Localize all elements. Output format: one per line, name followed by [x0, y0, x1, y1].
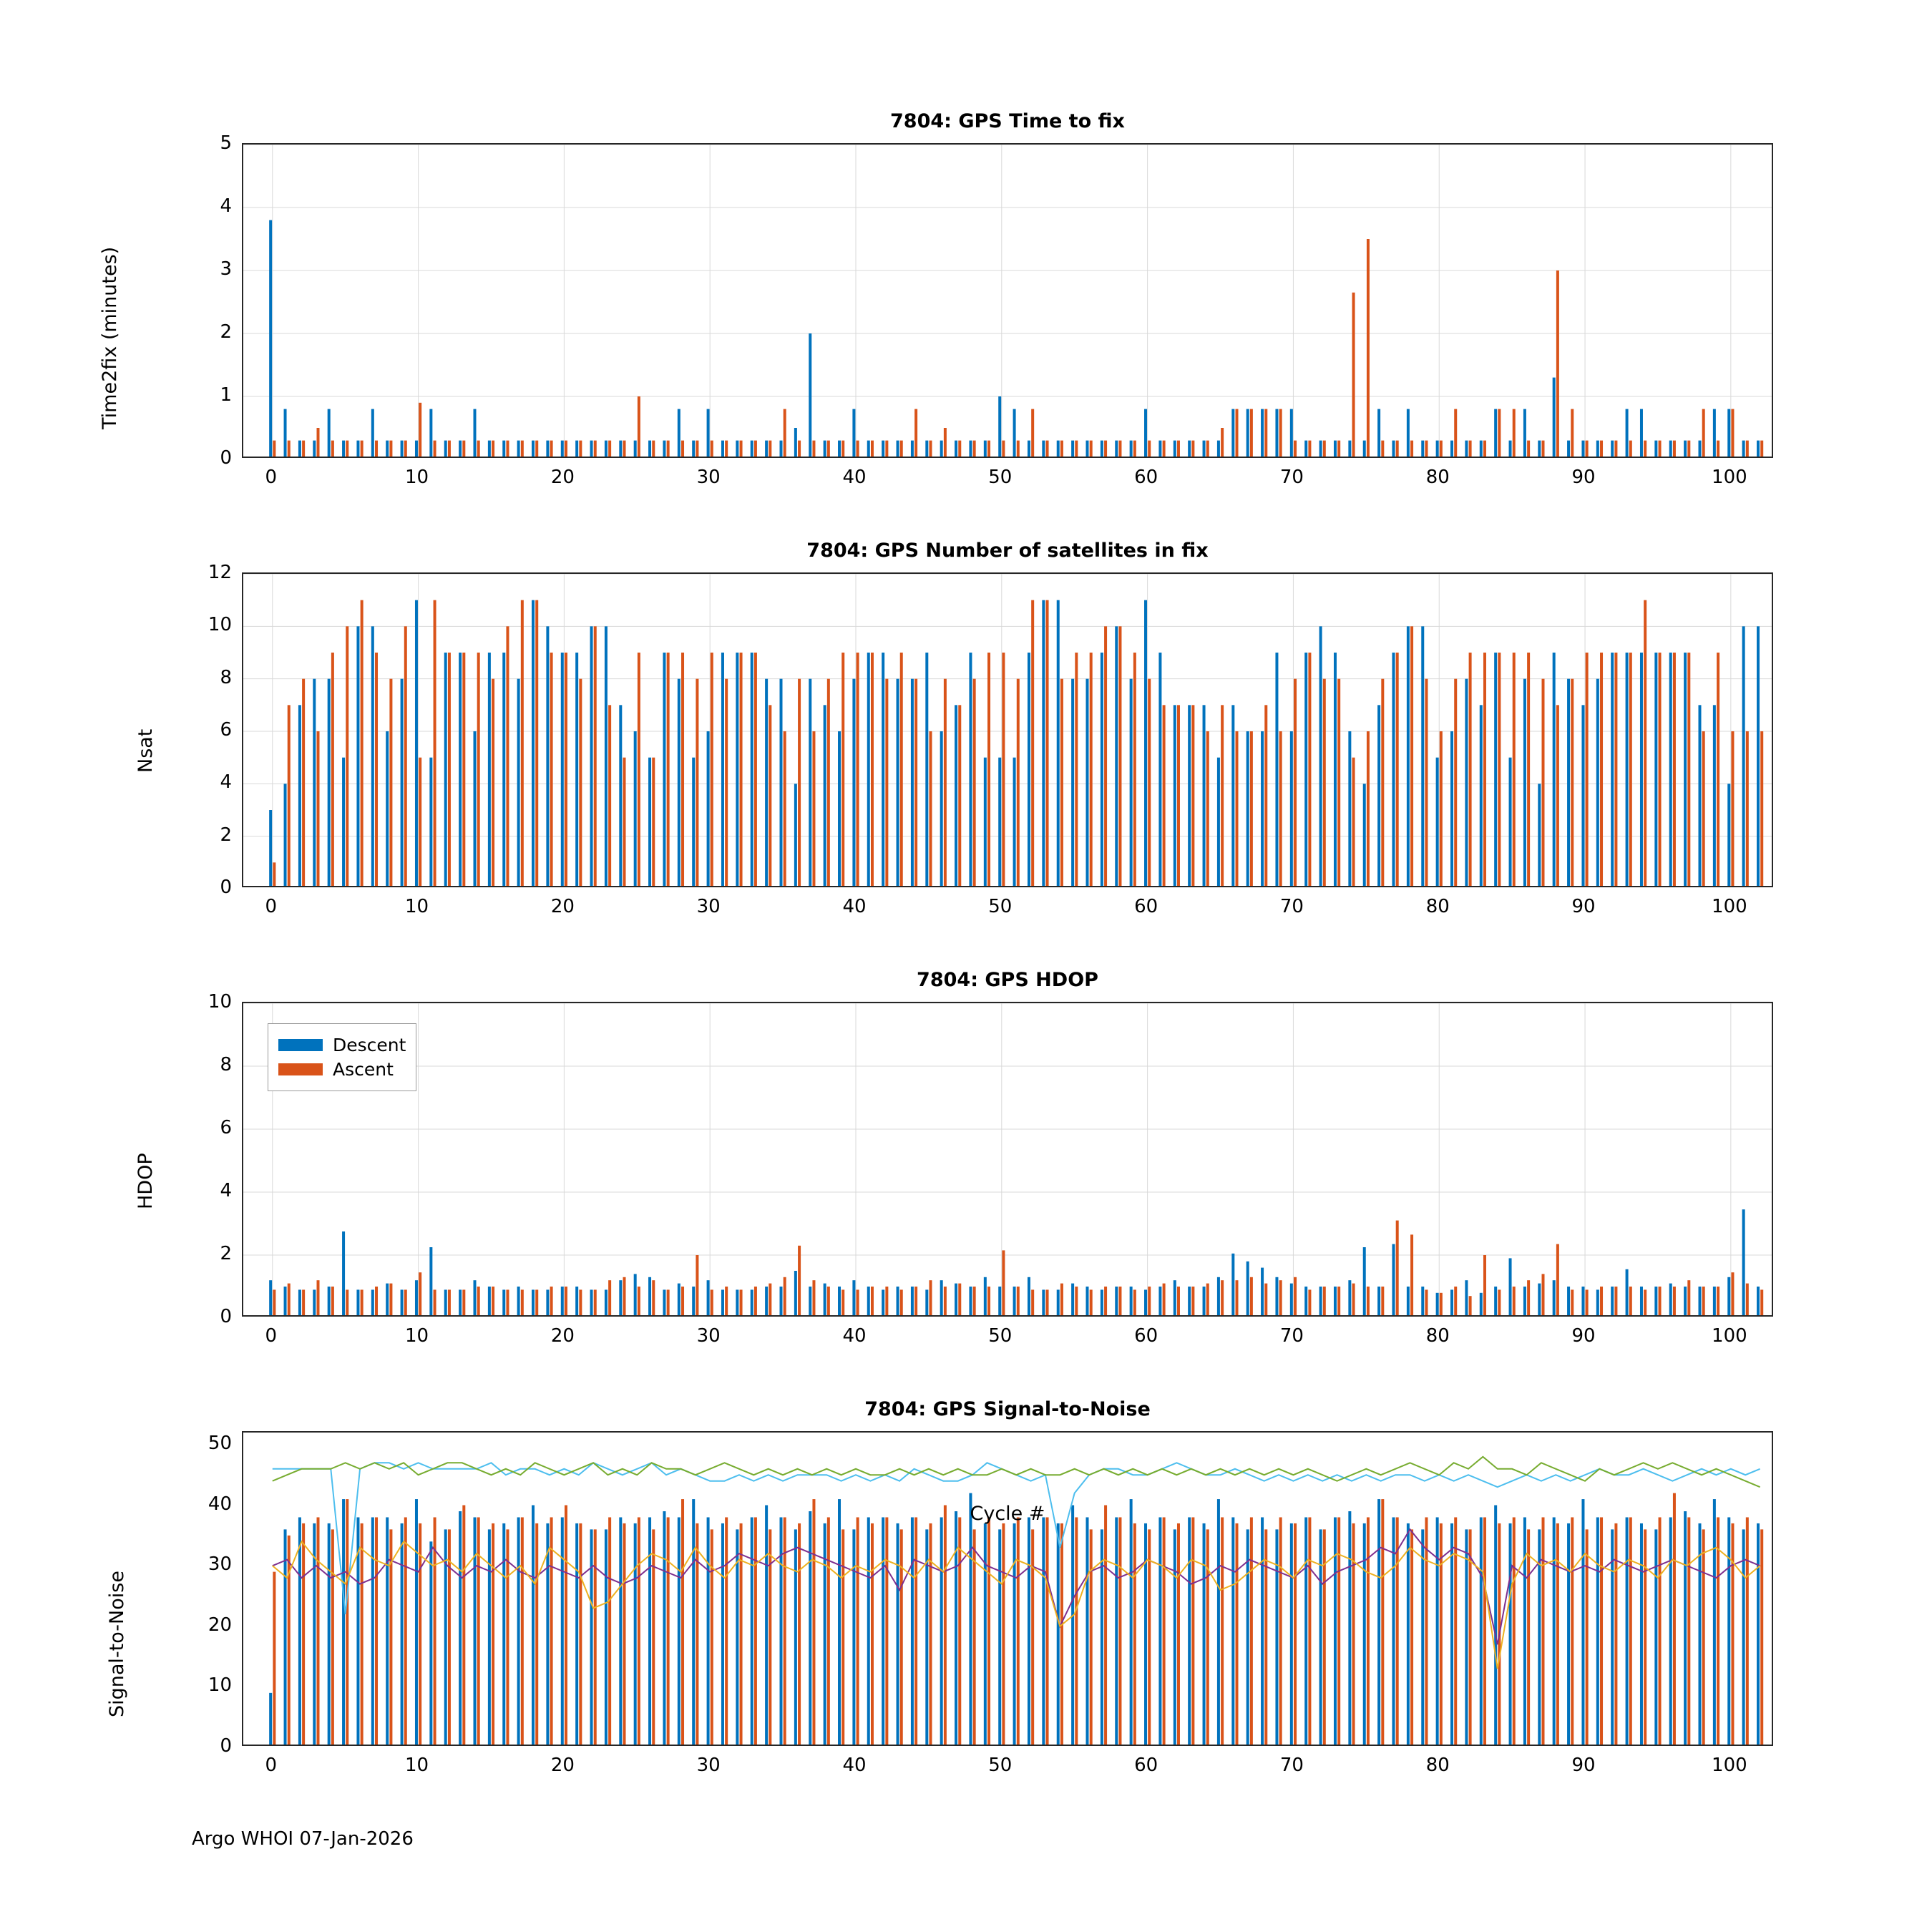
x-tick-label: 10 [405, 896, 429, 917]
x-tick-label: 30 [696, 1325, 721, 1347]
x-tick-label: 40 [842, 1755, 867, 1776]
chart-panel-time-to-fix [99, 110, 1773, 488]
y-tick-label: 2 [220, 824, 232, 846]
plot-area-hdop [242, 1002, 1773, 1317]
y-axis-label-time-to-fix: Time2fix (minutes) [99, 246, 121, 429]
x-tick-label: 70 [1279, 1755, 1304, 1776]
x-tick-label: 100 [1712, 467, 1747, 488]
x-tick-label: 60 [1134, 467, 1158, 488]
y-tick-label: 0 [220, 1735, 232, 1757]
y-tick-label: 4 [220, 771, 232, 794]
x-tick-label: 10 [405, 1325, 429, 1347]
plot-area-snr [242, 1431, 1773, 1746]
y-tick-label: 2 [220, 321, 232, 343]
y-tick-label: 0 [220, 1306, 232, 1327]
y-axis-label-hdop: HDOP [135, 1153, 157, 1209]
x-tick-label: 100 [1712, 896, 1747, 917]
y-tick-label: 5 [220, 132, 232, 154]
x-tick-label: 0 [265, 467, 278, 488]
panel-title-nsat: 7804: GPS Number of satellites in fix [806, 540, 1209, 562]
x-tick-label: 60 [1134, 1325, 1158, 1347]
panel-title-hdop: 7804: GPS HDOP [917, 969, 1098, 991]
chart-panel-snr [106, 1398, 1773, 1776]
y-tick-label: 50 [208, 1432, 232, 1454]
x-tick-label: 100 [1712, 1325, 1747, 1347]
y-tick-label: 20 [208, 1614, 232, 1636]
y-tick-label: 1 [220, 384, 232, 406]
x-tick-label: 20 [550, 896, 575, 917]
panel-title-snr: 7804: GPS Signal-to-Noise [864, 1398, 1151, 1420]
x-tick-label: 70 [1279, 1325, 1304, 1347]
x-tick-label: 0 [265, 1325, 278, 1347]
y-tick-label: 10 [208, 1674, 232, 1697]
x-tick-label: 80 [1425, 467, 1450, 488]
y-tick-label: 0 [220, 447, 232, 469]
y-tick-label: 3 [220, 258, 232, 280]
x-tick-label: 80 [1425, 1755, 1450, 1776]
x-tick-label: 60 [1134, 1755, 1158, 1776]
x-tick-label: 30 [696, 896, 721, 917]
plot-area-nsat [242, 572, 1773, 887]
x-tick-label: 50 [988, 467, 1013, 488]
x-tick-label: 50 [988, 1325, 1013, 1347]
x-tick-label: 80 [1425, 896, 1450, 917]
x-tick-label: 0 [265, 1755, 278, 1776]
y-tick-label: 40 [208, 1493, 232, 1515]
plot-svg-time-to-fix [243, 145, 1773, 458]
x-tick-label: 90 [1571, 1325, 1596, 1347]
x-tick-label: 50 [988, 1755, 1013, 1776]
y-tick-label: 6 [220, 1117, 232, 1138]
legend-label-ascent: Ascent [333, 1059, 394, 1080]
legend [268, 1023, 416, 1091]
x-tick-label: 70 [1279, 896, 1304, 917]
x-tick-label: 60 [1134, 896, 1158, 917]
x-tick-label: 100 [1712, 1755, 1747, 1776]
chart-panel-nsat [135, 540, 1773, 917]
x-tick-label: 20 [550, 1755, 575, 1776]
y-tick-label: 8 [220, 1054, 232, 1075]
x-axis-label-cycle: Cycle # [970, 1503, 1045, 1525]
y-tick-label: 4 [220, 1180, 232, 1201]
y-axis-label-snr: Signal-to-Noise [106, 1571, 128, 1717]
y-tick-label: 10 [208, 614, 232, 636]
x-tick-label: 30 [696, 467, 721, 488]
plot-svg-snr [243, 1433, 1773, 1746]
panel-title-time-to-fix: 7804: GPS Time to fix [890, 110, 1125, 132]
x-tick-label: 30 [696, 1755, 721, 1776]
legend-item-descent [278, 1035, 406, 1055]
y-tick-label: 2 [220, 1243, 232, 1264]
x-tick-label: 10 [405, 1755, 429, 1776]
y-tick-label: 30 [208, 1553, 232, 1576]
x-tick-label: 20 [550, 467, 575, 488]
plot-svg-nsat [243, 574, 1773, 887]
y-tick-label: 6 [220, 719, 232, 741]
legend-label-descent: Descent [333, 1035, 406, 1055]
y-tick-label: 10 [208, 991, 232, 1013]
y-axis-label-nsat: Nsat [135, 728, 157, 773]
figure-footer: Argo WHOI 07-Jan-2026 [192, 1828, 414, 1850]
plot-area-time-to-fix [242, 143, 1773, 458]
x-tick-label: 40 [842, 896, 867, 917]
x-tick-label: 90 [1571, 1755, 1596, 1776]
x-tick-label: 40 [842, 467, 867, 488]
y-tick-label: 4 [220, 195, 232, 217]
x-tick-label: 90 [1571, 896, 1596, 917]
x-tick-label: 70 [1279, 467, 1304, 488]
legend-swatch-descent [278, 1039, 323, 1051]
x-tick-label: 80 [1425, 1325, 1450, 1347]
chart-panel-hdop [135, 969, 1773, 1347]
x-tick-label: 0 [265, 896, 278, 917]
x-tick-label: 40 [842, 1325, 867, 1347]
x-tick-label: 50 [988, 896, 1013, 917]
y-tick-label: 12 [208, 562, 232, 583]
x-tick-label: 20 [550, 1325, 575, 1347]
x-tick-label: 10 [405, 467, 429, 488]
y-tick-label: 8 [220, 666, 232, 688]
legend-swatch-ascent [278, 1063, 323, 1075]
legend-item-ascent [278, 1059, 406, 1080]
y-tick-label: 0 [220, 877, 232, 898]
x-tick-label: 90 [1571, 467, 1596, 488]
plot-svg-hdop [243, 1003, 1773, 1317]
